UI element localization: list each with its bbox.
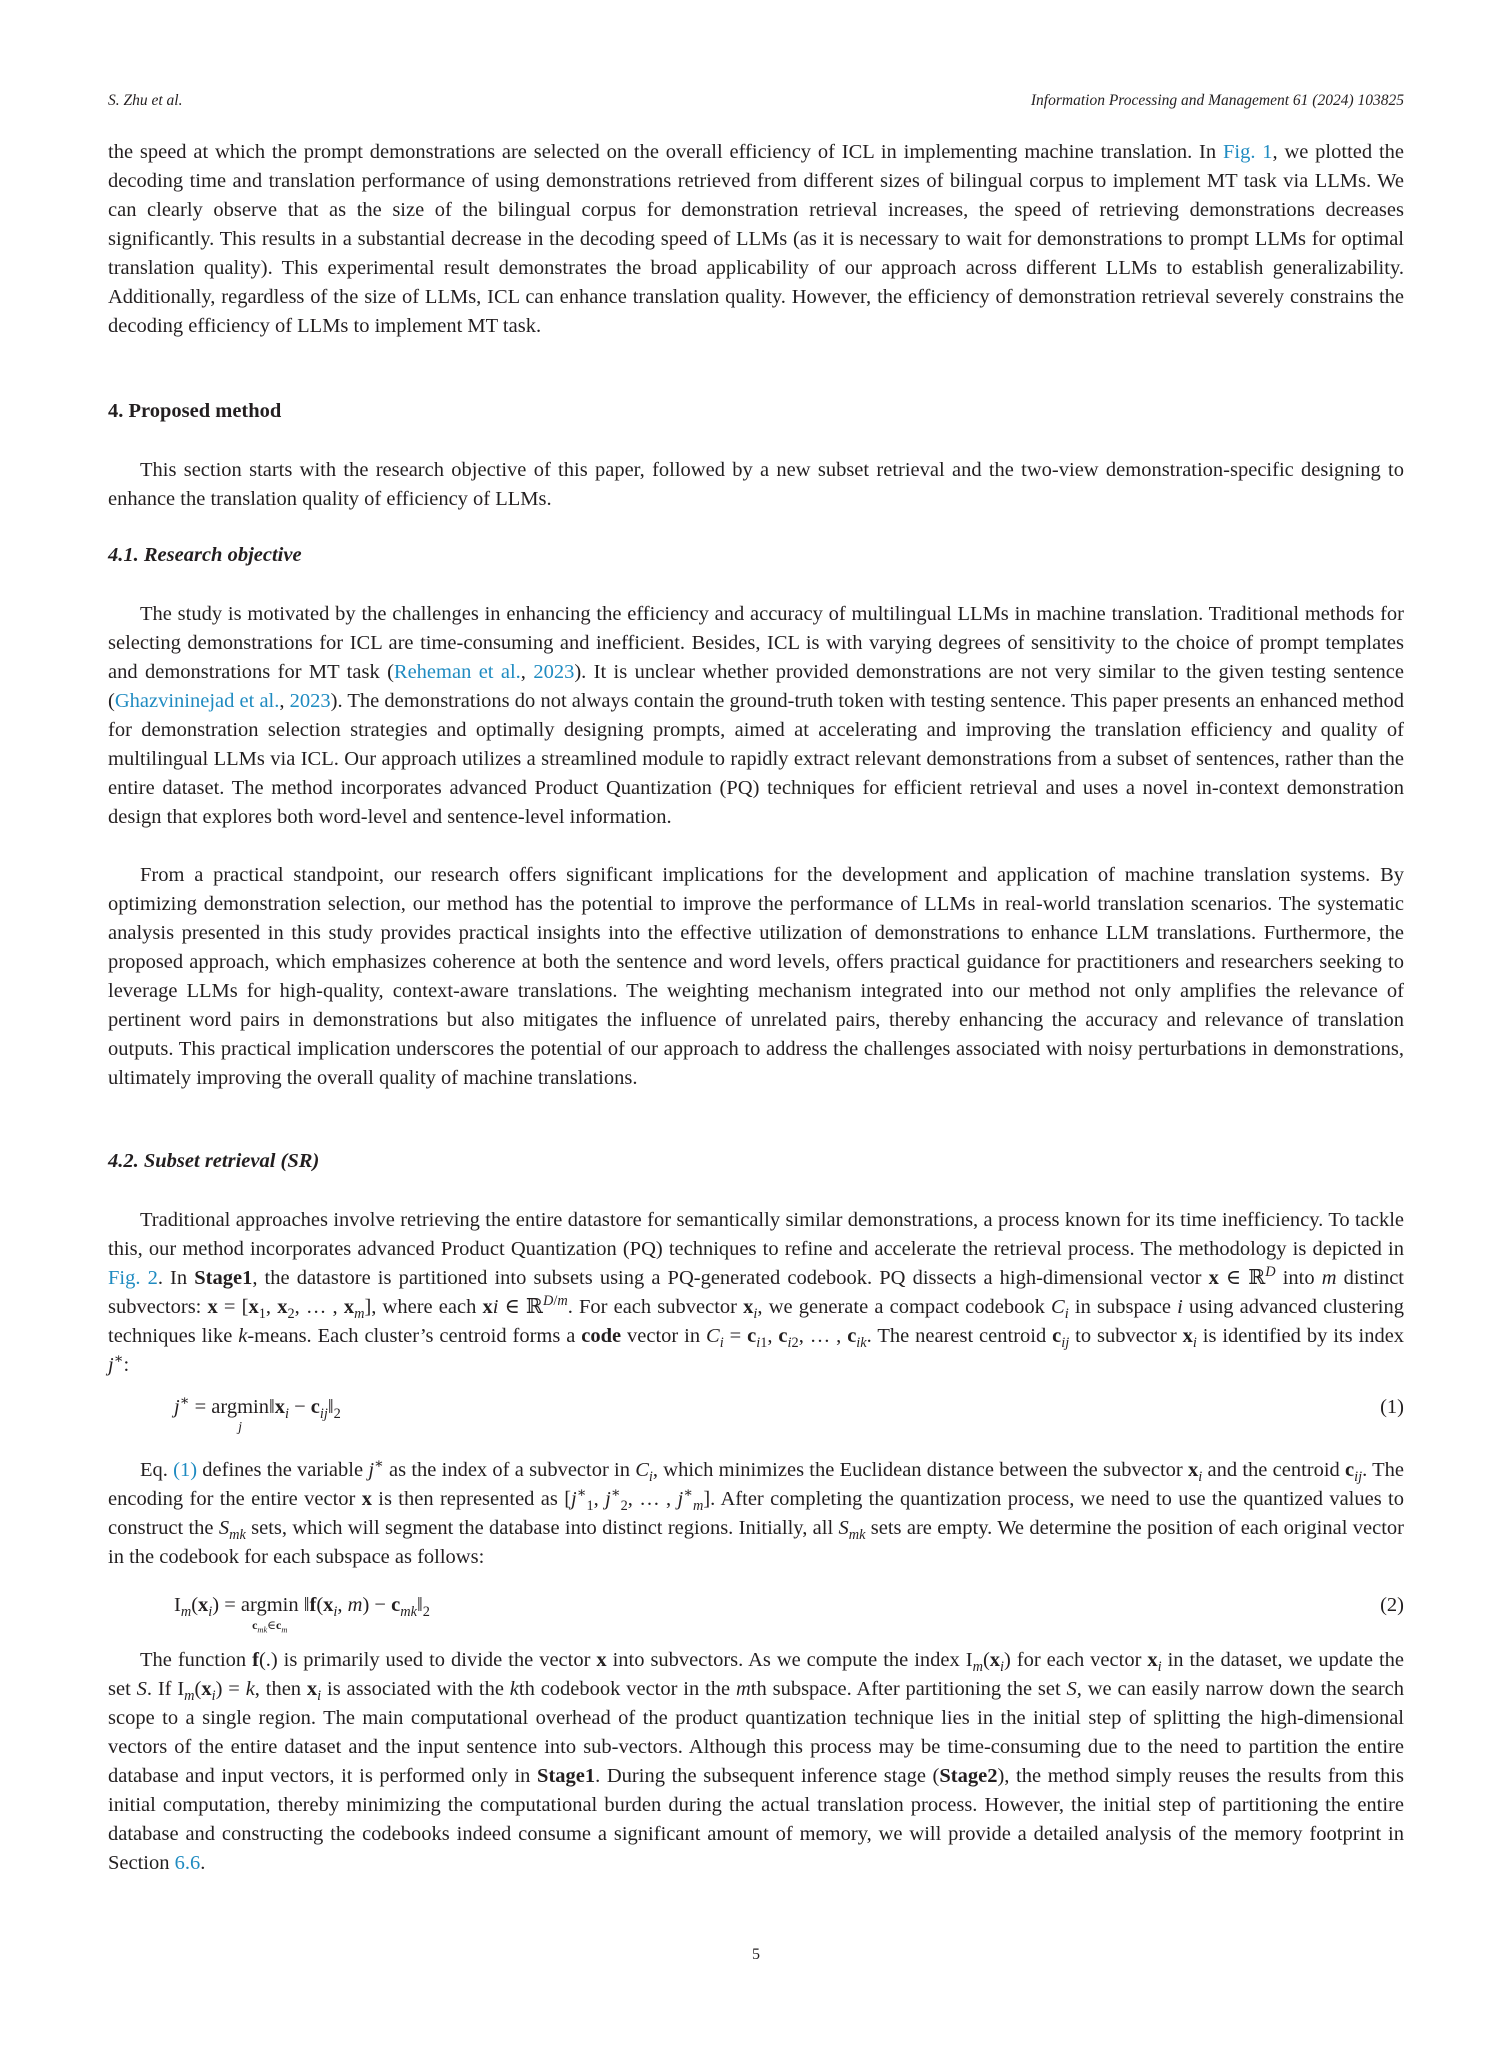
cite-ghazvininejad-year-link[interactable]: 2023 <box>289 690 331 712</box>
section-4-1-heading: 4.1. Research objective <box>108 544 302 566</box>
equation-1: j∗ = argmin j $‖x_i$ − $c_{ij}‖_2$ (1) <box>174 1393 1404 1435</box>
cite-reheman-year-link[interactable]: 2023 <box>533 661 575 683</box>
section-4-2-paragraph-1: Traditional approaches involve retrieving the entire datastore for semantically similar demonstrations, a process known for its time inefficiency. To tackle this, our method incorporates advanced Product Quantization (PQ) techniques to refine and accelerate the retrieval process. The methodology is depicted in Fig. 2. In Stage1, the datastore is partitioned into subsets using a PQ-generated codebook. PQ dissects a high-dimensional vector x ∈ ℝ$^D$ into m distinct subvectors: $x = [x_1$, $x_2$, … , $x_m$], where each xi ∈ ℝ$^{D/m}$. For each subvector $x_i$, we generate a compact codebook $C_i$ in subspace i using advanced clustering techniques like k-means. Each cluster’s centroid forms a code vector in $C_i = c_{i1}$, $c_{i2}$, … , $c_{ik}$. The nearest centroid $c_{ij}$ to subvector $x_i$ is identified by its index j∗: <box>108 1209 1405 1376</box>
figure-2-link[interactable]: Fig. 2 <box>108 1267 158 1289</box>
equation-1-link[interactable]: (1) <box>173 1459 198 1481</box>
section-4-1-paragraph-1: The study is motivated by the challenges in enhancing the efficiency and accuracy of multilingual LLMs in machine translation. Traditional methods for selecting demonstrations for ICL are time-consuming and inefficient. Besides, ICL is with varying degrees of sensitivity to the choice of prompt templates and demonstrations for MT task (Reheman et al., 2023). It is unclear whether provided demonstrations are not very similar to the given testing sentence (Ghazvininejad et al., 2023). The demonstrations do not always contain the ground-truth token with testing sentence. This paper presents an enhanced method for demonstration selection strategies and optimally designing prompts, aimed at accelerating and improving the translation efficiency and quality of multilingual LLMs via ICL. Our approach utilizes a streamlined module to rapidly extract relevant demonstrations from a subset of sentences, rather than the entire dataset. The method incorporates advanced Product Quantization (PQ) techniques for efficient retrieval and uses a novel in-context demonstration design that explores both word-level and sentence-level information. <box>108 603 1404 828</box>
section-4-intro: This section starts with the research objective of this paper, followed by a new subset retrieval and the two-view demonstration-specific designing to enhance the translation quality of efficiency of LLMs. <box>108 459 1404 510</box>
equation-1-number: (1) <box>1380 1396 1404 1418</box>
cite-reheman-link[interactable]: Reheman et al. <box>393 661 521 683</box>
equation-2: $I_m(x_i) = argmin$ $c_{mk}\in c_m$ $‖f(x_i$, $m) - c_{mk}‖_2$ (2) <box>174 1594 1404 1635</box>
section-4-2-heading: 4.2. Subset retrieval (SR) <box>108 1150 320 1172</box>
running-header-authors: S. Zhu et al. <box>108 92 183 109</box>
figure-1-link[interactable]: Fig. 1 <box>1222 141 1273 163</box>
section-4-1-paragraph-2: From a practical standpoint, our research offers significant implications for the development and application of machine translation systems. By optimizing demonstration selection, our method has the potential to improve the performance of LLMs in real-world translation scenarios. The systematic analysis presented in this study provides practical insights into the effective utilization of demonstrations to enhance LLM translations. Furthermore, the proposed approach, which emphasizes coherence at both the sentence and word levels, offers practical guidance for practitioners and researchers seeking to leverage LLMs for high-quality, context-aware translations. The weighting mechanism integrated into our method not only amplifies the relevance of pertinent word pairs in demonstrations but also mitigates the influence of unrelated pairs, thereby enhancing the accuracy and relevance of translation outputs. This practical implication underscores the potential of our approach to address the challenges associated with noisy perturbations in demonstrations, ultimately improving the overall quality of machine translations. <box>108 864 1404 1089</box>
equation-2-number: (2) <box>1380 1594 1404 1616</box>
page-number: 5 <box>752 1946 760 1963</box>
running-header-journal: Information Processing and Management 61 (2024) 103825 <box>1030 92 1404 109</box>
section-4-2-paragraph-3: The function f(.) is primarily used to divide the vector x into subvectors. As we compute the index $I_m(x_i)$ for each vector $x_i$ in the dataset, we update the set S. If $I_m(x_i) = k$, then $x_i$ is associated with the kth codebook vector in the mth subspace. After partitioning the set S, we can easily narrow down the search scope to a single region. The main computational overhead of the product quantization technique lies in the initial step of splitting the high-dimensional vectors of the entire dataset and the input sentence into sub-vectors. Although this process may be time-consuming due to the need to partition the entire database and input vectors, it is performed only in Stage1. During the subsequent inference stage (Stage2), the method simply reuses the results from this initial computation, thereby minimizing the computational burden during the actual translation process. However, the initial step of partitioning the entire database and constructing the codebooks indeed consume a significant amount of memory, we will provide a detailed analysis of the memory footprint in Section 6.6. <box>108 1649 1404 1874</box>
cite-ghazvininejad-link[interactable]: Ghazvininejad et al. <box>114 690 280 712</box>
section-6-6-link[interactable]: 6.6 <box>174 1852 201 1874</box>
intro-paragraph: the speed at which the prompt demonstrations are selected on the overall efficiency of ICL in implementing machine translation. In Fig. 1, we plotted the decoding time and translation performance of using demonstrations retrieved from different sizes of bilingual corpus to implement MT task via LLMs. We can clearly observe that as the size of the bilingual corpus for demonstration retrieval increases, the speed of retrieving demonstrations decreases significantly. This results in a substantial decrease in the decoding speed of LLMs (as it is necessary to wait for demonstrations to prompt LLMs for optimal translation quality). This experimental result demonstrates the broad applicability of our approach across different LLMs to establish generalizability. Additionally, regardless of the size of LLMs, ICL can enhance translation quality. However, the efficiency of demonstration retrieval severely constrains the decoding efficiency of LLMs to implement MT task. <box>108 141 1404 337</box>
section-4-heading: 4. Proposed method <box>108 400 282 422</box>
section-4-2-paragraph-2: Eq. (1) defines the variable j∗ as the index of a subvector in $C_i$, which minimizes the Euclidean distance between the subvector $x_i$ and the centroid $c_{ij}$. The encoding for the entire vector x is then represented as [$j^∗_1$, $j^∗_2$, … , $j^∗_m$]. After completing the quantization process, we need to use the quantized values to construct the $S_{mk}$ sets, which will segment the database into distinct regions. Initially, all $S_{mk}$ sets are empty. We determine the position of each original vector in the codebook for each subspace as follows: <box>108 1456 1404 1568</box>
